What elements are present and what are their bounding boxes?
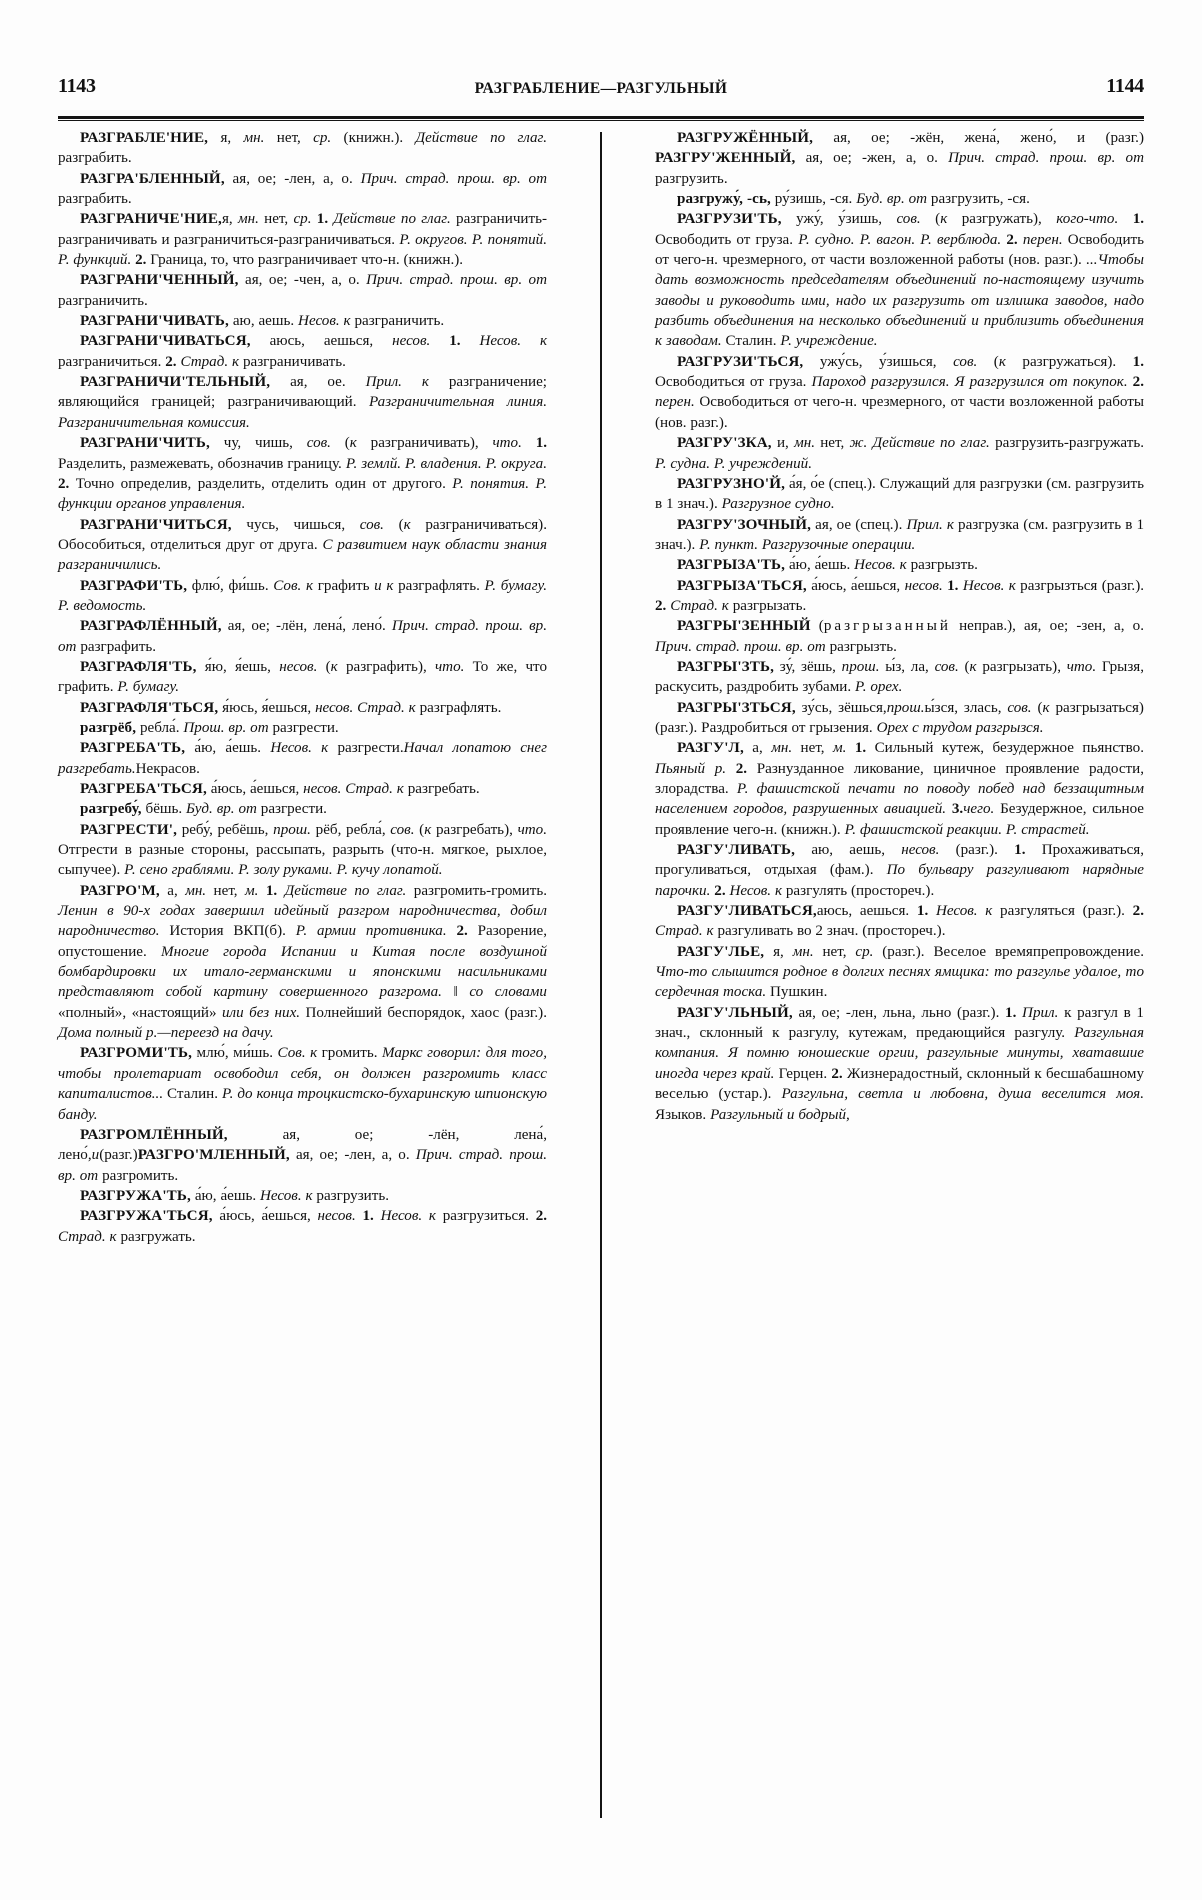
dictionary-entry: РАЗГРАНИ'ЧИВАТЬ, аю, аешь. Несов. к разграничить. [80,313,445,330]
dictionary-entry: РАЗГРАНИ'ЧИТЬСЯ, чусь, чишься, сов. (к разграничиваться). Обособиться, отделиться друг от друга. С развитием наук области знания разграничились. [58,516,547,574]
dictionary-entry: РАЗГРАНИЧИ'ТЕЛЬНЫЙ, ая, ое. Прил. к разграничение; являющийся границей; разграничивающий. Разграничительная линия. Разграничительная комиссия. [58,374,547,431]
dictionary-entry: РАЗГУ'ЛЬНЫЙ, ая, ое; -лен, льна, льно (разг.). 1. Прил. к разгул в 1 знач., склонный к разгулу, кутежам, предающийся разгулу. Разгульная компания. Я помню юношеские оргии, разгульные минуты, хватавшие иногда через край. Герцен. 2. Жизнерадостный, склонный к бесшабашному веселью (устар.). Разгульна, светла и любовна, душа веселится моя. Языков. Разгульный и бодрый, [655,1004,1144,1123]
dictionary-entry: РАЗГУ'ЛЬЕ, я, мн. нет, ср. (разг.). Веселое времяпрепровождение. Что-то слышится родное в долгих песнях ямщика: то разгулье удалое, то сердечная тоска. Пушкин. [655,943,1144,1001]
dictionary-entry: РАЗГРАФЛЯ'ТЬСЯ, я́юсь, я́ешься, несов. Страд. к разграфлять. [80,699,502,716]
dictionary-entry: РАЗГРУЗИ'ТЬСЯ, ужу́сь, у́зишься, сов. (к разгружаться). 1. Освободиться от груза. Пароход разгрузился. Я разгрузился от покупок. 2. перен. Освободиться от чего-н. чрезмерного, от части возложенной работы (нов. разг.). [655,353,1144,431]
dictionary-entry: разгрёб, ребла́. Прош. вр. от разгрести. [80,719,339,736]
column-container [58,128,1144,1828]
folio-left: 1143 [58,75,96,97]
dictionary-entry: РАЗГУ'Л, а, мн. нет, м. 1. Сильный кутеж, безудержное пьянство. Пьяный р. 2. Разнузданное ликование, циничное проявление радости, злорадства. Р. фашистской печати по поводу побед над беззащитным населением городов, разрушенных авиацией. 3.чего. Безудержное, сильное проявление чего-н. (книжн.). Р. фашистской реакции. Р. страстей. [655,740,1145,838]
dictionary-entry: РАЗГРУЖЁННЫЙ, ая, ое; -жён, жена́, жено́, и (разг.) РАЗГРУ'ЖЕННЫЙ, ая, ое; -жен, а, о. Прич. страд. прош. вр. от разгрузить. [655,130,1144,187]
dictionary-entry: РАЗГРАНИЧЕ'НИЕ,я, мн. нет, ср. 1. Действие по глаг. разграничить-разграничивать и разграничиться-разграничиваться. Р. округов. Р. понятий. Р. функций. 2. Граница, то, что разграничивает что-н. (книжн.). [58,211,548,269]
dictionary-entry: РАЗГРАНИ'ЧИТЬ, чу, чишь, сов. (к разграничивать), что. 1. Разделить, размежевать, обозначив границу. Р. землй. Р. владения. Р. округа. 2. Точно определив, разделить, отделить один от другого. Р. понятия. Р. функции органов управления. [58,435,548,513]
dictionary-entry: РАЗГРЕСТИ', ребу́, ребёшь, прош. рёб, ребла́, сов. (к разгребать), что. Отгрести в разные стороны, рассыпать, разрыть (что-н. мягкое, рыхлое, сыпучее). Р. сено граблями. Р. золу руками. Р. кучу лопатой. [58,821,547,879]
running-head [58,68,1144,98]
dictionary-entry: РАЗГРУЗИ'ТЬ, ужу́, у́зишь, сов. (к разгружать), кого-что. 1. Освободить от груза. Р. судно. Р. вагон. Р. верблюда. 2. перен. Освободить от чего-н. чрезмерного, от части возложенной работы (нов. разг.). ...Чтобы дать возможность председателям объединений по-настоящему изучить заводы и руководить ими, надо их разгрузить от излишка заводов, надо разбить объединения на несколько объединений и приблизить объединения к заводам. Сталин. Р. учреждение. [655,211,1145,350]
column-gutter [547,128,655,1828]
dictionary-entry: РАЗГРО'М, а, мн. нет, м. 1. Действие по глаг. разгромить-громить. Ленин в 90-х годах завершил идейный разгром народничества, добил народничество. История ВКП(б). Р. армии противника. 2. Разорение, опустошение. Многие города Испании и Китая после воздушной бомбардировки их итало-германскими и японскими насильниками представляют собой картину совершенного разгрома. ‖ со словами «полный», «настоящий» или без них. Полнейший беспорядок, хаос (разг.). Дома полный р.—переезд на дачу. [58,882,548,1042]
dictionary-entry: РАЗГРАБЛЕ'НИЕ, я, мн. нет, ср. (книжн.). Действие по глаг. разграбить. [58,130,547,167]
header-rule [58,116,1144,121]
dictionary-entry: РАЗГРОМИ'ТЬ, млю́, ми́шь. Сов. к громить. Маркс говорил: для того, чтобы пролетариат освободил себя, он должен разгромить класс капиталистов... Сталин. Р. до конца троцкистско-бухаринскую шпионскую банду. [58,1045,547,1123]
dictionary-entry: РАЗГРЕБА'ТЬСЯ, а́юсь, а́ешься, несов. Страд. к разгребать. [80,781,480,797]
folio-right: 1144 [1106,75,1144,97]
dictionary-entry: РАЗГУ'ЛИВАТЬСЯ,аюсь, аешься. 1. Несов. к разгуляться (разг.). 2. Страд. к разгуливать во 2 знач. (простореч.). [655,903,1144,940]
dictionary-entry: РАЗГРУЖА'ТЬ, а́ю, а́ешь. Несов. к разгрузить. [80,1187,390,1204]
dictionary-entry: РАЗГРУ'ЗКА, и, мн. нет, ж. Действие по глаг. разгрузить-разгружать. Р. судна. Р. учреждений. [655,435,1144,472]
dictionary-entry: разгребу́, бёшь. Буд. вр. от разгрести. [80,801,327,818]
dictionary-entry: РАЗГРЫ'ЗЕННЫЙ (разгрызанный неправ.), ая, ое; -зен, а, о. Прич. страд. прош. вр. от разгрызть. [655,618,1144,655]
dictionary-entry: РАЗГРЫ'ЗТЬСЯ, зу́сь, зёшься,прош.ы́зся, злась, сов. (к разгрызаться) (разг.). Раздробиться от грызения. Орех с трудом разгрызся. [655,699,1144,736]
dictionary-entry: РАЗГРАНИ'ЧЕННЫЙ, ая, ое; -чен, а, о. Прич. страд. прош. вр. от разграничить. [58,272,547,309]
dictionary-entry: РАЗГУ'ЛИВАТЬ, аю, аешь, несов. (разг.). 1. Прохаживаться, прогуливаться, отдыхая (фам.). По бульвару разгуливают нарядные парочки. 2. Несов. к разгулять (простореч.). [655,842,1144,899]
dictionary-entry: РАЗГРА'БЛЕННЫЙ, ая, ое; -лен, а, о. Прич. страд. прош. вр. от разграбить. [58,170,547,208]
dictionary-entry: РАЗГРЕБА'ТЬ, а́ю, а́ешь. Несов. к разгрести.Начал лопатою снег разгребать.Некрасов. [58,740,547,777]
gutter-rule [600,132,602,1818]
dictionary-entry: РАЗГРАФЛЯ'ТЬ, я́ю, я́ешь, несов. (к разграфить), что. То же, что графить. Р. бумагу. [58,658,547,696]
dictionary-entry: РАЗГРЫ'ЗТЬ, зу́, зёшь, прош. ы́з, ла, сов. (к разгрызать), что. Грызя, раскусить, раздробить зубами. Р. орех. [655,658,1144,696]
dictionary-entry: РАЗГРАФИ'ТЬ, флю́, фи́шь. Сов. к графить и к разграфлять. Р. бумагу. Р. ведомость. [58,577,547,614]
dictionary-entry: РАЗГРУЖА'ТЬСЯ, а́юсь, а́ешься, несов. 1. Несов. к разгрузиться. 2. Страд. к разгружать. [58,1208,548,1245]
right-column [655,128,1144,1828]
dictionary-entry: РАЗГРАНИ'ЧИВАТЬСЯ, аюсь, аешься, несов. 1. Несов. к разграничиться. 2. Страд. к разграничивать. [58,333,548,370]
dictionary-entry: РАЗГРЫЗА'ТЬСЯ, а́юсь, а́ешься, несов. 1. Несов. к разгрызться (разг.). 2. Страд. к разгрызать. [655,577,1145,614]
left-column [58,128,547,1828]
running-title: РАЗГРАБЛЕНИЕ—РАЗГУЛЬНЫЙ [474,80,728,97]
dictionary-entry: РАЗГРАФЛЁННЫЙ, ая, ое; -лён, лена́, лено́. Прич. страд. прош. вр. от разграфить. [58,618,547,655]
dictionary-entry: РАЗГРУ'ЗОЧНЫЙ, ая, ое (спец.). Прил. к разгрузка (см. разгрузить в 1 знач.). Р. пункт. Разгрузочные операции. [655,516,1144,553]
dictionary-entry: разгружу́, -сь, ру́зишь, -ся. Буд. вр. от разгрузить, -ся. [677,191,1030,208]
dictionary-entry: РАЗГРЫЗА'ТЬ, а́ю, а́ешь. Несов. к разгрызть. [677,557,978,574]
dictionary-entry: РАЗГРОМЛЁННЫЙ, ая, ое; -лён, лена́, лено́,и(разг.)РАЗГРО'МЛЕННЫЙ, ая, ое; -лен, а, о. Прич. страд. прош. вр. от разгромить. [58,1126,548,1184]
dictionary-entry: РАЗГРУЗНО'Й, а́я, о́е (спец.). Служащий для разгрузки (см. разгрузить в 1 знач.). Разгрузное судно. [655,475,1144,513]
